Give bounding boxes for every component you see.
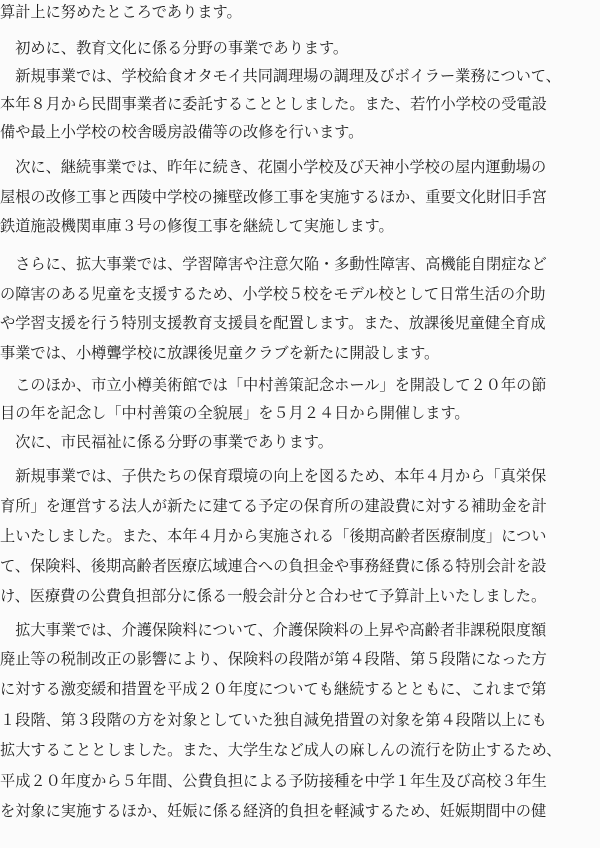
text-line: 平成２０年度から５年間、公費負担による予防接種を中学１年生及び高校３年生 xyxy=(0,772,547,790)
text-line: １段階、第３段階の方を対象としていた独自減免措置の対象を第４段階以上にも xyxy=(0,711,547,729)
text-line: 本年８月から民間事業者に委託することとしました。また、若竹小学校の受電設 xyxy=(0,95,547,113)
text-line: や学習支援を行う特別支援教育支援員を配置します。また、放課後児童健全育成 xyxy=(0,314,546,332)
text-line: 次に、継続事業では、昨年に続き、花園小学校及び天神小学校の屋内運動場の xyxy=(0,158,547,176)
text-line: 鉄道施設機関車庫３号の修復工事を継続して実施します。 xyxy=(0,217,394,235)
text-line: 備や最上小学校の校舎暖房設備等の改修を行います。 xyxy=(0,123,364,141)
text-line: さらに、拡大事業では、学習障害や注意欠陥・多動性障害、高機能自閉症など xyxy=(0,255,547,273)
text-line: 新規事業では、学校給食オタモイ共同調理場の調理及びボイラー業務について、 xyxy=(0,67,561,85)
text-line: を対象に実施するほか、妊娠に係る経済的負担を軽減するため、妊娠期間中の健 xyxy=(0,802,547,820)
text-line: 事業では、小樽聾学校に放課後児童クラブを新たに開設します。 xyxy=(0,344,440,362)
text-line: 上いたしました。また、本年４月から実施される「後期高齢者医療制度」につい xyxy=(0,527,547,545)
text-line: このほか、市立小樽美術館では「中村善策記念ホール」を開設して２０年の節 xyxy=(0,376,547,394)
text-line: 目の年を記念し「中村善策の全貌展」を５月２４日から開催します。 xyxy=(0,404,470,422)
text-line: け、医療費の公費負担部分に係る一般会計分と合わせて予算計上いたしました。 xyxy=(0,587,547,605)
text-line: 育所」を運営する法人が新たに建てる予定の保育所の建設費に対する補助金を計 xyxy=(0,497,547,515)
text-line: の障害のある児童を支援するため、小学校５校をモデル校として日常生活の介助 xyxy=(0,285,546,303)
text-line: 算計上に努めたところであります。 xyxy=(0,3,242,21)
text-line: に対する激変緩和措置を平成２０年度についても継続するとともに、これまで第 xyxy=(0,680,547,698)
text-line: 屋根の改修工事と西陵中学校の擁壁改修工事を実施するほか、重要文化財旧手宮 xyxy=(0,188,547,206)
text-line: て、保険料、後期高齢者医療広域連合への負担金や事務経費に係る特別会計を設 xyxy=(0,557,547,575)
text-line: 初めに、教育文化に係る分野の事業であります。 xyxy=(0,39,349,57)
text-line: 拡大事業では、介護保険料について、介護保険料の上昇や高齢者非課税限度額 xyxy=(0,621,547,639)
text-line: 廃止等の税制改正の影響により、保険料の段階が第４段階、第５段階になった方 xyxy=(0,650,547,668)
text-line: 拡大することとしました。また、大学生など成人の麻しんの流行を防止するため、 xyxy=(0,741,562,759)
text-line: 次に、市民福祉に係る分野の事業であります。 xyxy=(0,433,333,451)
text-line: 新規事業では、子供たちの保育環境の向上を図るため、本年４月から「真栄保 xyxy=(0,467,547,485)
